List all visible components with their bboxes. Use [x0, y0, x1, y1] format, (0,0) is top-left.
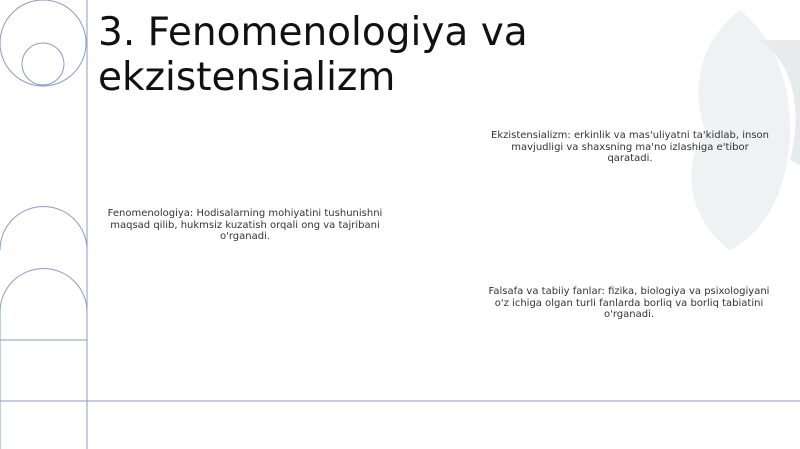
text-block-natural-sciences: Falsafa va tabiiy fanlar: fizika, biologiya va psixologiyani o'z ichiga olgan turli fanlarda borliq va borliq tabiatini o'rganadi. — [488, 286, 770, 320]
deco-arch-upper — [0, 207, 87, 251]
deco-circle-small — [22, 43, 64, 85]
deco-arch-lower — [0, 269, 87, 449]
slide-title: 3. Fenomenologiya va ekzistensializm — [98, 10, 528, 100]
text-block-phenomenology: Fenomenologiya: Hodisalarning mohiyatini tushunishni maqsad qilib, hukmsiz kuzatish orqali ong va tajribani o'rganadi. — [107, 208, 383, 242]
text-block-existentialism: Ekzistensializm: erkinlik va mas'uliyatni ta'kidlab, inson mavjudligi va shaxsning ma'no izlashiga e'tibor qaratadi. — [491, 130, 769, 164]
